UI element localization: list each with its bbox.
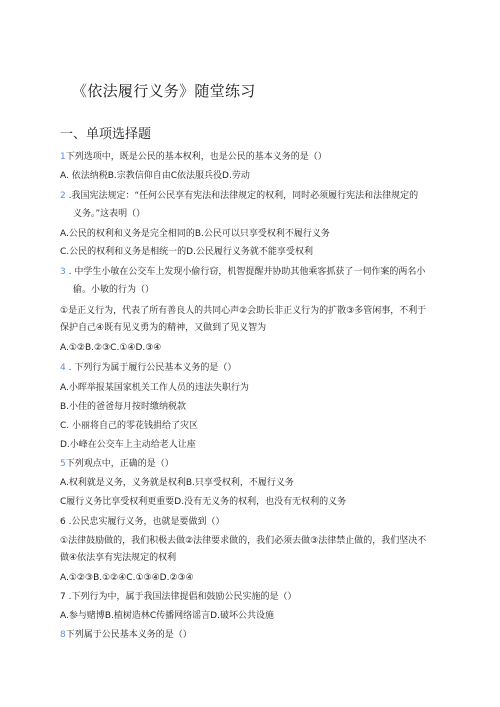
question-text: 下列观点中，正确的是（） [65, 459, 174, 469]
answer-option-b [60, 401, 186, 413]
question-text: 义务。”这表明（） [73, 209, 146, 219]
question-5 [60, 458, 174, 470]
question-3 [60, 266, 425, 278]
statement-text: ①是正义行为，代表了所有善良人的共同心声②会助长非正义行为的扩散③多管闲事，不利于 [60, 306, 427, 316]
question-2 [60, 190, 418, 202]
option-text: B.小佳的爸爸每月按时缴纳税款 [60, 402, 187, 412]
question-text: 下列属于公民基本义务的是（） [65, 630, 192, 640]
option-text: C. 小丽将自己的零花钱捐给了灾区 [60, 421, 199, 431]
question-6 [60, 516, 224, 528]
question-text: 偷。小敏的行为（） [73, 285, 155, 295]
answer-options [60, 496, 346, 508]
statement-list [60, 305, 426, 317]
question-number: 3 [60, 267, 66, 277]
answer-option-d [60, 439, 196, 451]
question-text-continued [73, 208, 145, 220]
question-number: 2 [60, 191, 66, 201]
question-7 [60, 591, 296, 603]
answer-option-a [60, 382, 249, 394]
question-number: 5 [60, 459, 66, 469]
question-1 [60, 151, 327, 163]
statement-list [60, 535, 426, 547]
question-8 [60, 629, 192, 641]
question-number: 8 [60, 630, 66, 640]
question-number: 4 [60, 363, 66, 373]
answer-options [60, 477, 294, 489]
question-number: 7 [60, 592, 66, 602]
answer-options [60, 572, 194, 584]
question-text: 下列选项中，既是公民的基本权利，也是公民的基本义务的是（） [65, 152, 327, 162]
option-text: A.小晖举报某国家机关工作人员的违法失职行为 [60, 383, 249, 393]
answer-options [60, 228, 330, 240]
option-text: A.①②B.②③C.①④D.③④ [60, 343, 162, 353]
answer-options [60, 610, 274, 622]
option-text: A.公民的权利和义务是完全相同的B.公民可以只享受权利不履行义务 [60, 229, 330, 239]
question-text: .公民忠实履行义务，也就是要做到（） [65, 517, 225, 527]
option-text: D.小峰在公交车上主动给老人让座 [60, 440, 196, 450]
question-text: . 中学生小敏在公交车上发现小偷行窃，机智提醒并协助其他乘客抓获了一伺作案的两名小 [65, 267, 426, 277]
question-number: 1 [60, 152, 66, 162]
option-text: A.权利就是义务，义务就是权利B.只享受权利，不履行义务 [60, 478, 294, 488]
answer-options [60, 170, 250, 182]
answer-options [60, 342, 161, 354]
option-text: A.①②③B.①②④C.①③④D.②③④ [60, 573, 194, 583]
question-text: . 下列行为属于履行公民基本义务的是（） [65, 363, 237, 373]
option-text: A. 依法纳税B.宗教信仰自由C依法服兵役D.劳动 [60, 171, 250, 181]
answer-options [60, 246, 313, 258]
option-text: C.公民的权利和义务是相统一的D.公民履行义务就不能享受权利 [60, 247, 313, 257]
question-4 [60, 362, 236, 374]
section-heading: 一、单项选择题 [60, 127, 152, 142]
option-text: A.参与赌博B.植树造林C传播网络谣言D.破坏公共设施 [60, 611, 274, 621]
question-text: .我国宪法规定：“任何公民享有宪法和法律规定的权利，同时必须履行宪法和法律规定的 [65, 191, 419, 201]
document-title: 《依法履行义务》随堂练习 [72, 82, 256, 100]
statement-list [60, 322, 266, 334]
statement-text: 保护自己④既有见义勇为的精神，又做到了见义智为 [60, 323, 267, 333]
statement-text: ①法律鼓励做的，我们积极去做②法律要求做的，我们必须去做③法律禁止做的，我们坚决不 [60, 536, 427, 546]
question-text: .下列行为中，属于我国法律提倡和鼓励公民实施的是（） [65, 592, 297, 602]
question-number: 6 [60, 517, 66, 527]
question-text-continued [73, 284, 154, 296]
option-text: C履行义务比享受权利更重要D.没有无义务的权利，也没有无权利的义务 [60, 497, 347, 507]
statement-list [60, 552, 176, 564]
statement-text: 做④依法享有宪法规定的权利 [60, 553, 177, 563]
answer-option-c [60, 420, 198, 432]
